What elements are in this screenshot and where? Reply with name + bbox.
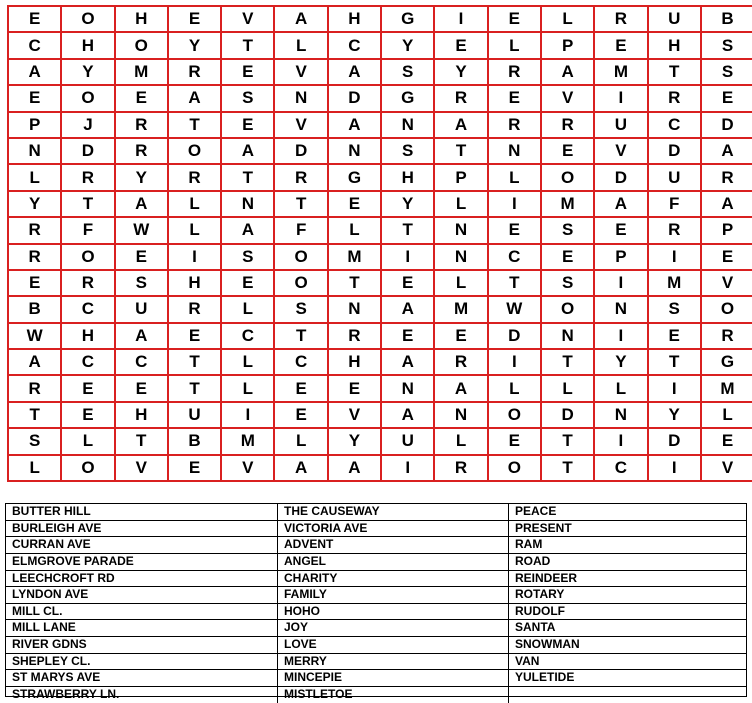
grid-cell: C xyxy=(489,245,542,271)
grid-cell: N xyxy=(382,113,435,139)
grid-cell: I xyxy=(649,456,702,482)
word-list-item: HOHO xyxy=(278,604,508,621)
grid-cell: R xyxy=(702,165,752,191)
grid-cell: E xyxy=(702,245,752,271)
grid-cell: H xyxy=(649,33,702,59)
grid-cell: T xyxy=(489,271,542,297)
grid-cell: L xyxy=(222,297,275,323)
grid-cell: L xyxy=(62,429,115,455)
grid-cell: N xyxy=(435,403,488,429)
grid-cell: Y xyxy=(116,165,169,191)
grid-cell: N xyxy=(382,376,435,402)
grid-cell: D xyxy=(702,113,752,139)
grid-cell: B xyxy=(702,7,752,33)
grid-cell: I xyxy=(435,7,488,33)
grid-cell: L xyxy=(329,218,382,244)
grid-cell: H xyxy=(329,7,382,33)
grid-cell: N xyxy=(329,297,382,323)
grid-cell: L xyxy=(542,7,595,33)
grid-cell: A xyxy=(329,60,382,86)
grid-cell: T xyxy=(542,456,595,482)
grid-cell: B xyxy=(169,429,222,455)
grid-cell: E xyxy=(702,429,752,455)
grid-cell: Y xyxy=(435,60,488,86)
word-list-item: SHEPLEY CL. xyxy=(6,654,277,671)
letter-grid xyxy=(7,5,752,482)
grid-cell: R xyxy=(275,165,328,191)
grid-cell: D xyxy=(62,139,115,165)
grid-cell: S xyxy=(222,245,275,271)
grid-cell: N xyxy=(435,218,488,244)
grid-cell: R xyxy=(595,7,648,33)
grid-cell: O xyxy=(275,245,328,271)
grid-cell: R xyxy=(169,165,222,191)
word-list-item: THE CAUSEWAY xyxy=(278,504,508,521)
grid-cell: U xyxy=(382,429,435,455)
grid-cell: N xyxy=(275,86,328,112)
grid-cell: A xyxy=(702,139,752,165)
grid-cell: T xyxy=(169,113,222,139)
grid-cell: D xyxy=(329,86,382,112)
grid-cell: V xyxy=(542,86,595,112)
grid-cell: L xyxy=(9,456,62,482)
grid-cell: P xyxy=(595,245,648,271)
grid-cell: L xyxy=(435,271,488,297)
grid-cell: H xyxy=(116,7,169,33)
grid-cell: S xyxy=(542,271,595,297)
grid-cell: Y xyxy=(169,33,222,59)
grid-cell: T xyxy=(62,192,115,218)
word-list-item: ANGEL xyxy=(278,554,508,571)
word-list-item: ROTARY xyxy=(509,587,746,604)
grid-cell: M xyxy=(702,376,752,402)
grid-cell: H xyxy=(62,33,115,59)
grid-cell: G xyxy=(702,350,752,376)
grid-cell: O xyxy=(275,271,328,297)
grid-cell: U xyxy=(649,165,702,191)
grid-cell: C xyxy=(595,456,648,482)
grid-cell: O xyxy=(542,297,595,323)
grid-cell: E xyxy=(169,456,222,482)
grid-cell: P xyxy=(542,33,595,59)
grid-cell: S xyxy=(9,429,62,455)
grid-cell: A xyxy=(116,324,169,350)
grid-cell: R xyxy=(649,218,702,244)
grid-cell: V xyxy=(702,456,752,482)
word-list-item: FAMILY xyxy=(278,587,508,604)
grid-cell: R xyxy=(9,376,62,402)
grid-cell: T xyxy=(222,165,275,191)
grid-cell: C xyxy=(62,297,115,323)
grid-cell: V xyxy=(329,403,382,429)
grid-cell: S xyxy=(702,60,752,86)
grid-cell: L xyxy=(489,165,542,191)
word-list-item: LYNDON AVE xyxy=(6,587,277,604)
grid-cell: A xyxy=(275,7,328,33)
grid-cell: R xyxy=(542,113,595,139)
grid-cell: B xyxy=(9,297,62,323)
grid-cell: R xyxy=(9,218,62,244)
grid-cell: O xyxy=(169,139,222,165)
grid-cell: U xyxy=(649,7,702,33)
grid-cell: W xyxy=(9,324,62,350)
grid-cell: P xyxy=(702,218,752,244)
grid-cell: I xyxy=(595,429,648,455)
grid-cell: A xyxy=(382,403,435,429)
grid-cell: E xyxy=(9,86,62,112)
grid-cell: N xyxy=(542,324,595,350)
grid-cell: C xyxy=(329,33,382,59)
grid-cell: I xyxy=(595,324,648,350)
grid-cell: R xyxy=(489,60,542,86)
grid-cell: L xyxy=(275,33,328,59)
grid-cell: R xyxy=(169,297,222,323)
grid-cell: E xyxy=(222,60,275,86)
grid-cell: C xyxy=(649,113,702,139)
grid-cell: T xyxy=(275,192,328,218)
grid-cell: E xyxy=(116,376,169,402)
grid-cell: L xyxy=(542,376,595,402)
grid-cell: L xyxy=(222,350,275,376)
grid-cell: U xyxy=(595,113,648,139)
grid-cell: G xyxy=(382,7,435,33)
grid-cell: H xyxy=(62,324,115,350)
grid-cell: L xyxy=(489,376,542,402)
word-list-item: MINCEPIE xyxy=(278,670,508,687)
word-list-item: ROAD xyxy=(509,554,746,571)
grid-cell: L xyxy=(435,429,488,455)
grid-cell: G xyxy=(382,86,435,112)
word-list xyxy=(5,503,747,702)
grid-cell: S xyxy=(382,139,435,165)
grid-cell: I xyxy=(382,456,435,482)
grid-cell: S xyxy=(275,297,328,323)
grid-cell: S xyxy=(542,218,595,244)
grid-cell: L xyxy=(169,192,222,218)
grid-cell: V xyxy=(116,456,169,482)
grid-cell: R xyxy=(62,165,115,191)
grid-cell: A xyxy=(595,192,648,218)
grid-cell: D xyxy=(542,403,595,429)
grid-cell: A xyxy=(222,139,275,165)
grid-cell: M xyxy=(435,297,488,323)
grid-cell: Y xyxy=(382,192,435,218)
grid-cell: E xyxy=(542,245,595,271)
grid-cell: A xyxy=(702,192,752,218)
grid-cell: A xyxy=(382,350,435,376)
grid-cell: E xyxy=(9,7,62,33)
word-list-item: VICTORIA AVE xyxy=(278,521,508,538)
grid-cell: I xyxy=(595,271,648,297)
grid-cell: I xyxy=(595,86,648,112)
grid-cell: R xyxy=(435,86,488,112)
grid-cell: P xyxy=(9,113,62,139)
grid-cell: I xyxy=(169,245,222,271)
grid-cell: U xyxy=(116,297,169,323)
word-list-item: MISTLETOE xyxy=(284,687,353,702)
grid-cell: N xyxy=(595,403,648,429)
grid-cell: G xyxy=(329,165,382,191)
grid-cell: E xyxy=(702,86,752,112)
grid-cell: P xyxy=(435,165,488,191)
grid-cell: T xyxy=(649,350,702,376)
grid-cell: T xyxy=(542,429,595,455)
grid-cell: O xyxy=(62,7,115,33)
grid-cell: T xyxy=(169,376,222,402)
grid-cell: T xyxy=(116,429,169,455)
grid-cell: J xyxy=(62,113,115,139)
grid-cell: R xyxy=(435,350,488,376)
word-column-2 xyxy=(278,504,509,703)
grid-cell: E xyxy=(595,33,648,59)
grid-cell: T xyxy=(382,218,435,244)
grid-cell: R xyxy=(9,245,62,271)
grid-cell: A xyxy=(222,218,275,244)
word-list-item: MILL CL. xyxy=(6,604,277,621)
word-list-item: VAN xyxy=(509,654,746,671)
word-column-3 xyxy=(509,504,746,703)
grid-cell: E xyxy=(489,218,542,244)
word-list-item: RUDOLF xyxy=(509,604,746,621)
grid-cell: I xyxy=(649,376,702,402)
grid-cell: S xyxy=(649,297,702,323)
grid-cell: M xyxy=(649,271,702,297)
grid-cell: V xyxy=(595,139,648,165)
word-list-item: ADVENT xyxy=(278,537,508,554)
grid-cell: V xyxy=(222,7,275,33)
grid-cell: T xyxy=(329,271,382,297)
grid-cell: E xyxy=(116,86,169,112)
word-list-item: STRAWBERRY LN. xyxy=(12,687,120,702)
word-list-item: ELMGROVE PARADE xyxy=(6,554,277,571)
grid-cell: A xyxy=(329,113,382,139)
grid-cell: C xyxy=(62,350,115,376)
grid-cell: I xyxy=(382,245,435,271)
grid-cell: L xyxy=(222,376,275,402)
word-list-item: SNOWMAN xyxy=(509,637,746,654)
word-list-item: RIVER GDNS xyxy=(6,637,277,654)
grid-cell: R xyxy=(329,324,382,350)
word-list-item: BURLEIGH AVE xyxy=(6,521,277,538)
word-list-item: MILL LANE xyxy=(6,620,277,637)
grid-cell: O xyxy=(62,456,115,482)
grid-cell: S xyxy=(382,60,435,86)
grid-cell: H xyxy=(382,165,435,191)
grid-cell: N xyxy=(329,139,382,165)
grid-cell: S xyxy=(116,271,169,297)
grid-cell: N xyxy=(9,139,62,165)
grid-cell: L xyxy=(595,376,648,402)
grid-cell: E xyxy=(489,86,542,112)
grid-cell: D xyxy=(595,165,648,191)
grid-cell: A xyxy=(275,456,328,482)
word-list-item: BUTTER HILL xyxy=(6,504,277,521)
grid-cell: N xyxy=(435,245,488,271)
grid-cell: Y xyxy=(649,403,702,429)
word-list-item: MERRY xyxy=(278,654,508,671)
grid-cell: M xyxy=(542,192,595,218)
grid-cell: F xyxy=(275,218,328,244)
grid-cell: E xyxy=(222,113,275,139)
grid-cell: E xyxy=(9,271,62,297)
grid-cell: O xyxy=(702,297,752,323)
grid-cell: T xyxy=(169,350,222,376)
grid-cell: Y xyxy=(329,429,382,455)
grid-cell: I xyxy=(489,350,542,376)
grid-cell: E xyxy=(169,7,222,33)
grid-cell: E xyxy=(222,271,275,297)
grid-cell: Y xyxy=(595,350,648,376)
grid-cell: V xyxy=(222,456,275,482)
grid-cell: U xyxy=(169,403,222,429)
grid-cell: A xyxy=(435,113,488,139)
grid-cell: A xyxy=(9,60,62,86)
grid-cell: R xyxy=(169,60,222,86)
word-list-item: CHARITY xyxy=(278,571,508,588)
grid-cell: S xyxy=(222,86,275,112)
grid-cell: F xyxy=(649,192,702,218)
grid-cell: I xyxy=(222,403,275,429)
grid-cell: C xyxy=(222,324,275,350)
grid-cell: E xyxy=(382,271,435,297)
grid-cell: C xyxy=(116,350,169,376)
grid-cell: N xyxy=(222,192,275,218)
grid-cell: R xyxy=(116,139,169,165)
grid-cell: E xyxy=(62,376,115,402)
grid-cell: T xyxy=(9,403,62,429)
grid-cell: E xyxy=(489,429,542,455)
grid-cell: L xyxy=(275,429,328,455)
word-list-item: LOVE xyxy=(278,637,508,654)
grid-cell: Y xyxy=(382,33,435,59)
grid-cell: T xyxy=(649,60,702,86)
grid-cell: H xyxy=(329,350,382,376)
grid-cell: V xyxy=(702,271,752,297)
grid-cell: E xyxy=(382,324,435,350)
grid-cell: A xyxy=(329,456,382,482)
word-column-1 xyxy=(6,504,278,703)
grid-cell: E xyxy=(62,403,115,429)
grid-cell: E xyxy=(435,33,488,59)
grid-cell: S xyxy=(702,33,752,59)
grid-cell: T xyxy=(275,324,328,350)
grid-cell: H xyxy=(116,403,169,429)
grid-cell: O xyxy=(542,165,595,191)
grid-cell: E xyxy=(329,376,382,402)
grid-cell: T xyxy=(222,33,275,59)
grid-cell: M xyxy=(222,429,275,455)
word-list-item: RAM xyxy=(509,537,746,554)
grid-cell: L xyxy=(489,33,542,59)
word-list-item: SANTA xyxy=(509,620,746,637)
grid-cell: Y xyxy=(9,192,62,218)
grid-cell: R xyxy=(116,113,169,139)
grid-cell: O xyxy=(489,403,542,429)
word-list-item: ST MARYS AVE xyxy=(6,670,277,687)
word-list-item: PEACE xyxy=(509,504,746,521)
grid-cell: H xyxy=(169,271,222,297)
grid-cell: V xyxy=(275,113,328,139)
grid-cell: A xyxy=(169,86,222,112)
grid-cell: O xyxy=(62,86,115,112)
grid-cell: E xyxy=(275,376,328,402)
grid-cell: C xyxy=(9,33,62,59)
grid-cell: A xyxy=(9,350,62,376)
grid-cell: T xyxy=(435,139,488,165)
grid-cell: E xyxy=(435,324,488,350)
word-list-item: JOY xyxy=(278,620,508,637)
word-list-item: PRESENT xyxy=(509,521,746,538)
grid-cell: R xyxy=(62,271,115,297)
word-list-item: CURRAN AVE xyxy=(6,537,277,554)
word-list-item: LEECHCROFT RD xyxy=(6,571,277,588)
grid-cell: R xyxy=(435,456,488,482)
grid-cell: M xyxy=(329,245,382,271)
grid-cell: E xyxy=(542,139,595,165)
grid-cell: T xyxy=(542,350,595,376)
grid-cell: E xyxy=(489,7,542,33)
grid-cell: M xyxy=(116,60,169,86)
grid-cell: E xyxy=(329,192,382,218)
word-list-item xyxy=(509,687,746,703)
grid-cell: V xyxy=(275,60,328,86)
grid-cell: R xyxy=(649,86,702,112)
grid-cell: I xyxy=(489,192,542,218)
grid-cell: D xyxy=(275,139,328,165)
grid-cell: L xyxy=(702,403,752,429)
grid-cell: O xyxy=(489,456,542,482)
grid-cell: L xyxy=(169,218,222,244)
grid-cell: R xyxy=(489,113,542,139)
grid-cell: A xyxy=(435,376,488,402)
grid-cell: D xyxy=(489,324,542,350)
grid-cell: O xyxy=(62,245,115,271)
grid-cell: C xyxy=(275,350,328,376)
grid-cell: Y xyxy=(62,60,115,86)
grid-cell: O xyxy=(116,33,169,59)
grid-cell: E xyxy=(116,245,169,271)
grid-cell: N xyxy=(489,139,542,165)
grid-cell: E xyxy=(649,324,702,350)
grid-cell: L xyxy=(9,165,62,191)
grid-cell: R xyxy=(702,324,752,350)
grid-cell: E xyxy=(275,403,328,429)
grid-cell: F xyxy=(62,218,115,244)
grid-cell: A xyxy=(382,297,435,323)
grid-cell: W xyxy=(489,297,542,323)
grid-cell: E xyxy=(169,324,222,350)
grid-cell: D xyxy=(649,139,702,165)
grid-cell: M xyxy=(595,60,648,86)
grid-cell: A xyxy=(116,192,169,218)
grid-cell: W xyxy=(116,218,169,244)
word-list-item: YULETIDE xyxy=(509,670,746,687)
grid-cell: N xyxy=(595,297,648,323)
grid-cell: L xyxy=(435,192,488,218)
grid-cell: A xyxy=(542,60,595,86)
grid-cell: D xyxy=(649,429,702,455)
grid-cell: I xyxy=(649,245,702,271)
word-list-item: REINDEER xyxy=(509,571,746,588)
grid-cell: E xyxy=(595,218,648,244)
